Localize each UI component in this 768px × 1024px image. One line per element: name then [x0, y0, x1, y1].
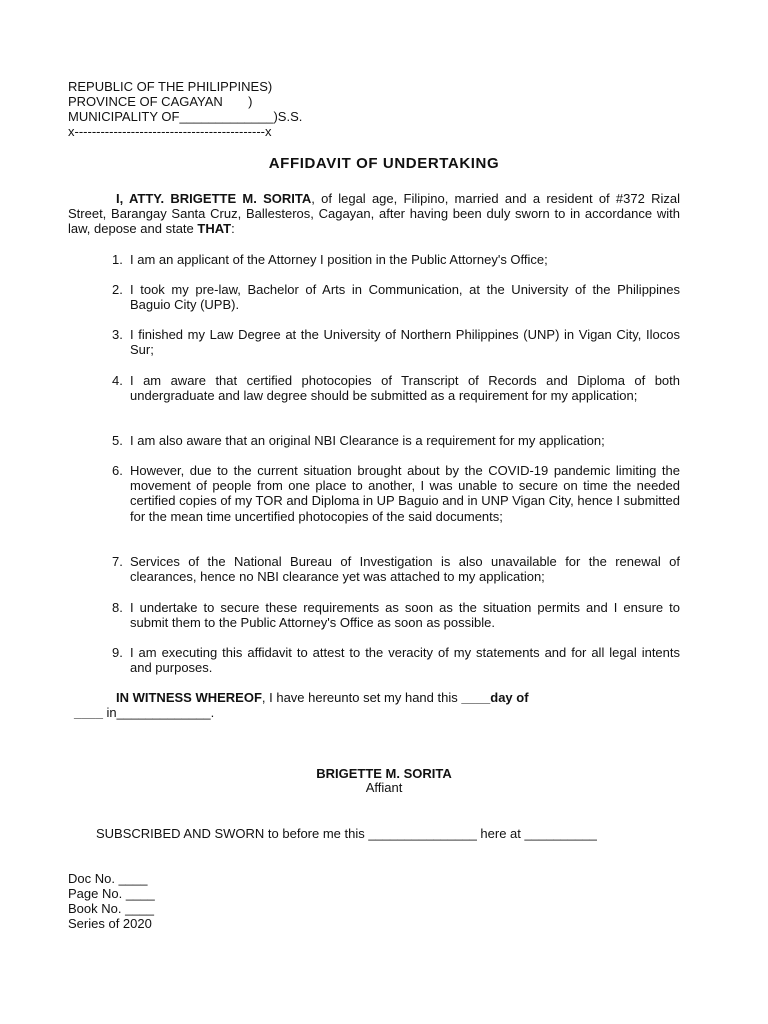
list-item	[112, 463, 680, 524]
list-item-number: 6.	[112, 463, 123, 478]
list-item-text: I am aware that certified photocopies of Transcript of Records and Diploma of both undergraduate and law degree should be submitted as a requirement for my application;	[130, 373, 680, 404]
jurat-line: SUBSCRIBED AND SWORN to before me this _______________ here at __________	[96, 826, 597, 841]
list-item-text: I took my pre-law, Bachelor of Arts in Communication, at the University of the Philippines Baguio City (UPB).	[130, 282, 680, 313]
affiant-role: Affiant	[365, 780, 403, 795]
list-item	[112, 554, 680, 584]
list-item	[112, 327, 680, 357]
notary-doc-no: Doc No. ____	[68, 871, 148, 886]
witness-paragraph	[68, 690, 682, 720]
list-item-number: 8.	[112, 600, 123, 615]
affiant-signature-name: BRIGETTE M. SORITA	[316, 766, 452, 781]
caption-province: PROVINCE OF CAGAYAN )	[68, 94, 253, 109]
intro-text: , of legal age, Filipino, married and a resident of #372 Rizal Street, Barangay Santa Cruz, Ballesteros, Cagayan, after having been duly sworn to in accordance with law, depose and state	[68, 191, 681, 236]
list-item	[112, 600, 680, 630]
caption-separator: x--------------------------------------------x	[68, 124, 272, 139]
notary-book-no: Book No. ____	[68, 901, 155, 916]
list-item-text: I finished my Law Degree at the University of Northern Philippines (UNP) in Vigan City, Ilocos Sur;	[130, 327, 680, 358]
list-item-number: 4.	[112, 373, 123, 388]
witness-place-blank: in_____________.	[102, 705, 215, 720]
witness-text: , I have hereunto set my hand this	[261, 690, 462, 705]
list-item-number: 1.	[112, 252, 123, 267]
list-item-number: 5.	[112, 433, 123, 448]
list-item-number: 7.	[112, 554, 123, 569]
list-item-text: I undertake to secure these requirements as soon as the situation permits and I ensure to submit them to the Public Attorney's Office as soon as possible.	[130, 600, 680, 631]
list-item	[112, 433, 680, 448]
list-item-number: 2.	[112, 282, 123, 297]
list-item-text: However, due to the current situation brought about by the COVID-19 pandemic limiting the movement of people from one place to another, I was unable to secure on time the needed certified copies of my TOR and Diploma in UP Baguio and in UNP Vigan City, hence I submitted for the mean time uncertified photocopies of the said documents;	[130, 463, 680, 524]
witness-day-blank: ____day of	[461, 690, 529, 705]
notary-series: Series of 2020	[68, 916, 152, 931]
caption-republic: REPUBLIC OF THE PHILIPPINES)	[68, 79, 273, 94]
list-item	[112, 282, 680, 312]
affiant-name-intro: I, ATTY. BRIGETTE M. SORITA	[116, 191, 312, 206]
witness-lead: IN WITNESS WHEREOF	[116, 690, 262, 705]
list-item-number: 3.	[112, 327, 123, 342]
list-item-text: I am an applicant of the Attorney I position in the Public Attorney's Office;	[130, 252, 548, 267]
intro-colon: :	[231, 221, 235, 236]
list-item	[112, 645, 680, 675]
list-item	[112, 373, 680, 403]
witness-month-blank: ____	[74, 705, 103, 720]
list-item-text: I am also aware that an original NBI Clearance is a requirement for my application;	[130, 433, 605, 448]
list-item	[112, 252, 680, 267]
intro-that: THAT	[197, 221, 232, 236]
list-item-number: 9.	[112, 645, 123, 660]
intro-paragraph	[68, 191, 680, 236]
list-item-text: I am executing this affidavit to attest to the veracity of my statements and for all legal intents and purposes.	[130, 645, 680, 676]
notary-page-no: Page No. ____	[68, 886, 155, 901]
document-title: AFFIDAVIT OF UNDERTAKING	[268, 155, 500, 172]
caption-municipality: MUNICIPALITY OF_____________)S.S.	[68, 109, 303, 124]
list-item-text: Services of the National Bureau of Investigation is also unavailable for the renewal of clearances, hence no NBI clearance yet was attached to my application;	[130, 554, 680, 585]
